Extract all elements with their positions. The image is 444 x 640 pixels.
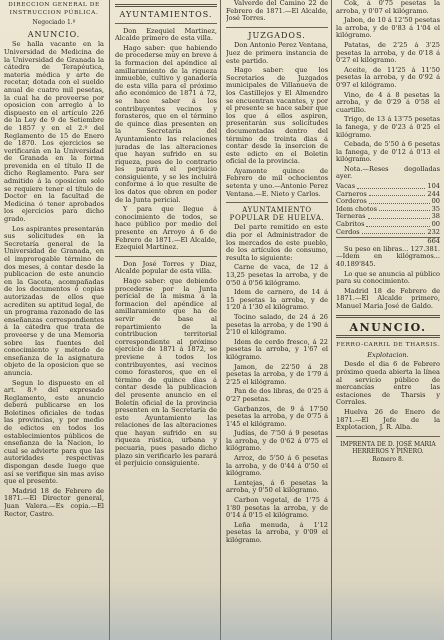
col3-paragraph: Don Antonio Perez Ventana, Juez de primera instancia de este partido. (226, 41, 328, 65)
col1-negociado: Negociado 1.º (32, 19, 76, 27)
col1-signature: Madrid 18 de Febrero de 1871.—El Director general, Juan Valera.—Es copia.—El Rector, Castro. (4, 486, 104, 518)
reses-row: Terneras 38 (336, 212, 440, 221)
col4-price-line: Trigo, de 13 á 13'75 pesetas la fanega, y de 0'23 á 0'25 el kilógramo. (336, 115, 440, 139)
col3-price-line: Leña menuda, á 1'12 pesetas la arroba, y 0'09 el kilógramo. (226, 520, 328, 544)
juzgados-title: JUZGADOS. (248, 30, 306, 40)
col1-header: DIRECCION GENERAL DE INSTRUCCION PÚBLICA. (8, 2, 100, 16)
section-rule (115, 23, 217, 24)
col3-price-line: Carne de vaca, de 12 á 13,25 pesetas la arroba, y de 0'50 á 0'56 kilógramo. (226, 263, 328, 287)
col3-intro: Valverde del Camino 22 de Febrero de 1871.—El Alcalde, José Torres. (226, 0, 328, 23)
reses-row: Cerdos 232 (336, 227, 440, 236)
reses-row: Corderos 00 (336, 197, 440, 206)
col4-price-line: Vino, de 4 á 8 pesetas la arroba, y de 0'29 á 0'58 el cuartillo. (336, 90, 440, 114)
reses-row: Cabritos 00 (336, 220, 440, 229)
section-rule (226, 27, 328, 28)
col2-paragraph: Don Ezequiel Martinez, Alcalde primero de esta villa. (115, 26, 217, 43)
column-3 (226, 0, 328, 640)
col3-price-line: Tocino salado, de 24 á 26 pesetas la arroba, y de 1'90 á 2'10 el kilógramo. (226, 312, 328, 337)
col4-paragraph: Su peso en libras... 127.381.—Idem en kilógramos... 40.189'845. (336, 244, 440, 268)
col4-price-line: Patatas, de 2'25 á 3'25 pesetas la arroba, y de 0'18 á 0'27 el kilógramo. (336, 40, 440, 65)
anuncio-title: ANUNCIO. (349, 320, 427, 334)
section-rule (115, 4, 217, 7)
column-1 (4, 0, 104, 640)
imprenta-label: IMPRENTA DE D. JOSÉ MARIA HERREROS Y PIÑERO. (340, 440, 436, 456)
reses-header: Nota.—Reses degolladas ayer. (336, 164, 440, 181)
col4-price-line: Jabon, de 10 á 12'50 pesetas la arroba, y de 0'83 á 1'04 el kilógramo. (336, 16, 440, 40)
col4-price-line: Aceite, de 11'25 á 11'50 pesetas la arroba, y de 0'92 á 0'97 el kilógramo. (336, 65, 440, 89)
col4-paragraph: Desde el dia 6 de Febrero próximo queda abierta la línea al servicio público de mercancías entre las estaciones de Tharsis y Corrales. (336, 360, 440, 407)
reses-row: Carneros 244 (336, 189, 440, 198)
reses-row: Idem chotos 35 (336, 204, 440, 213)
col3-price-line: Carbon vegetal, de 1'75 á 1'80 pesetas la arroba, y de 0'14 á 0'15 el kilógramo. (226, 496, 328, 520)
col3-price-line: Pan de dos libras, de 0'25 á 0'27 pesetas. (226, 387, 328, 403)
col1-paragraph: Segun lo dispuesto en el art. 8.º del expresado Reglamento, este anuncio deberá publicarse en los Boletines oficiales de todas las provincias, y por medio de edictos en todos los establecimientos públicos de enseñanza de la Nacion, lo cual se advierte para que las autoridades respectivas dispongan desde luego que así se verifique sin mas aviso que el presente. (4, 378, 104, 486)
col3-paragraph: Ayamonte quince de Febrero de mil ochocientos setenta y uno.—Antonio Perez Ventana.—E. Nieto y Carlos. (226, 166, 328, 198)
col4-signature: Huelva 26 de Enero de 1871.—El Jefe de la Explotacion, J. R. Alba. (336, 407, 440, 432)
column-4 (336, 0, 440, 640)
ferrocarril-title: FERRO-CARRIL DE THARSIS. (336, 342, 440, 349)
ayuntamientos-title: AYUNTAMIENTOS. (119, 10, 213, 19)
explotacion-label: Explotacion. (367, 350, 409, 359)
ayuntamiento-huelva-title: AYUNTAMIENTO POPULAR DE HUELVA. (229, 206, 325, 222)
col3-price-line: Arroz, de 5'50 á 6 pesetas la arroba, y de 0'44 á 0'50 el kilógramo. (226, 454, 328, 478)
col2-paragraph: Y para que llegue á conocimiento de todos, se hace público por medio del presente en Arroyo á 6 de Febrero de 1871.—El Alcalde, Ezequiel Martinez. (115, 205, 217, 252)
col4-price-line: Cebada, de 5'50 á 6 pesetas la fanega, y de 0'12 á 0'13 el kilógramo. (336, 140, 440, 164)
col2-paragraph: Hago saber: que habiendo de procederse muy en breve á la formacion del apéndice al amillaramiento de la riqueza inmueble, cultivo y ganadería de esta villa para el próximo año económico de 1871 á 72, se hace saber á los contribuyentes vecinos y forasteros, que en el término de quince dias presenten en la Secretaría del Ayuntamiento las relaciones juradas de las alteraciones que hayan sufrido en su riqueza, pues de lo contrario les parará el perjuicio consiguiente, y se les incluirá conforme á lo que resulte de los datos que obren en poder de la Junta pericial. (115, 43, 217, 204)
col3-price-line: Jamon, de 22'50 á 28 pesetas la arroba, y de 1'79 á 2'25 el kilógramo. (226, 362, 328, 386)
col4-paragraph: Lo que se anuncia al público para su conocimiento. (336, 269, 440, 286)
column-divider (331, 0, 332, 640)
section-rule (336, 335, 440, 338)
section-rule (336, 315, 440, 318)
section-rule (226, 202, 328, 203)
col3-price-line: Idem de carnero, de 14 á 15 pesetas la arroba, y de 1'20 á 1'30 el kilógramo. (226, 288, 328, 312)
column-divider (220, 0, 221, 640)
col1-anuncio-title: ANUNCIO. (27, 29, 81, 39)
col3-price-line: Del parte remitido en este dia por el Administrador de los mercados de este pueblo, de los artículos de consumo, resulta lo siguiente: (226, 223, 328, 262)
section-rule (336, 436, 440, 437)
col3-paragraph: Hago saber: que los Secretarios de Juzgados municipales de Villanueva de los Castillejos y El Almendro se encuentran vacantes, y por el presente se hace saber que los que á ellos aspiren, presentarán sus solicitudes documentadas dentro del término de treinta dias á contar desde la insercion de este edicto en el Boletin oficial de la provincia. (226, 66, 328, 166)
col3-price-line: Garbanzos, de 9 á 17'50 pesetas la arroba, y de 0'75 á 1'45 el kilógramo. (226, 404, 328, 428)
column-divider (109, 0, 110, 640)
col3-price-line: Judías, de 7'50 á 9 pesetas la arroba, y de 0'62 á 0'75 el kilógramo. (226, 429, 328, 453)
reses-row: Vacas 104 (336, 182, 440, 191)
col2-paragraph: Hago saber: que debiendo procederse por la Junta pericial de la misma á la formacion del apéndice al amillaramiento que ha de servir de base al repartimiento de la contribucion territorial correspondiente al próximo ejercicio de 1871 á 1872, se previene á todos los contribuyentes, así vecinos como forasteros, que en el término de quince dias á contar desde la publicacion del presente anuncio en el Boletín oficial de la provincia presenten en la Secretaría de este Ayuntamiento las relaciones de las alteraciones que hayan sufrido en su riqueza rústica, urbana y pecuaria, pues pasado dicho plazo sin verificarlo les parará el perjuicio consiguiente. (115, 277, 217, 468)
column-2 (115, 0, 217, 640)
section-rule (115, 256, 217, 257)
col3-price-line: Lentejas, á 6 pesetas la arroba, y 0'50 el kilógramo. (226, 478, 328, 495)
col1-paragraph: Los aspirantes presentarán sus solicitudes en la Secretaría general de la Universidad de Granada, en el improrogable término de dos meses, á contar desde la publicacion de este anuncio en la Gaceta, acompañadas de los documentos ó copias autorizadas de ellos que acrediten su aptitud legal, de un programa razonado de las enseñanzas correspondientes á la cátedra que trata de proveerse y de una Memoria sobre las fuentes del conocimiento y método de enseñanza de la asignatura objeto de la oposicion que se anuncia. (4, 224, 104, 377)
imprenta-address: Romero 8. (372, 455, 404, 463)
col3-price-line: Idem de cerdo fresco, á 22 pesetas la arroba, y 1'67 el kilógramo. (226, 337, 328, 361)
col1-paragraph: Se halla vacante en la Universidad de Medicina de la Universidad de Granada la cátedra de Terapéutica, materia médica y arte de recetar, dotada con el sueldo anual de cuatro mil pesetas, la cual ha de proveerse por oposicion con arreglo á lo dispuesto en el artículo 226 de la Ley de 9 de Setiembre de 1857 y en el 2.º del Reglamento de 15 de Enero de 1870. Los ejercicios se verificarán en la Universidad de Granada en la forma prevenida en el título II de dicho Reglamento. Para ser admitido á la oposicion solo se requiere tener el título de Doctor en la facultad de Medicina ó tener aprobados los ejercicios para dicho grado. (4, 40, 104, 224)
col2-paragraph: Don José Torres y Diaz, Alcalde popular de esta villa. (115, 259, 217, 276)
reses-total: 664 (336, 237, 440, 246)
col4-price-line: Cok, á 0'75 pesetas la arroba, y 0'07 el kilógramo. (336, 0, 440, 15)
col4-paragraph: Madrid 18 de Febrero de 1871.—El Alcalde primero, Manuel Maria José de Galdo. (336, 286, 440, 310)
